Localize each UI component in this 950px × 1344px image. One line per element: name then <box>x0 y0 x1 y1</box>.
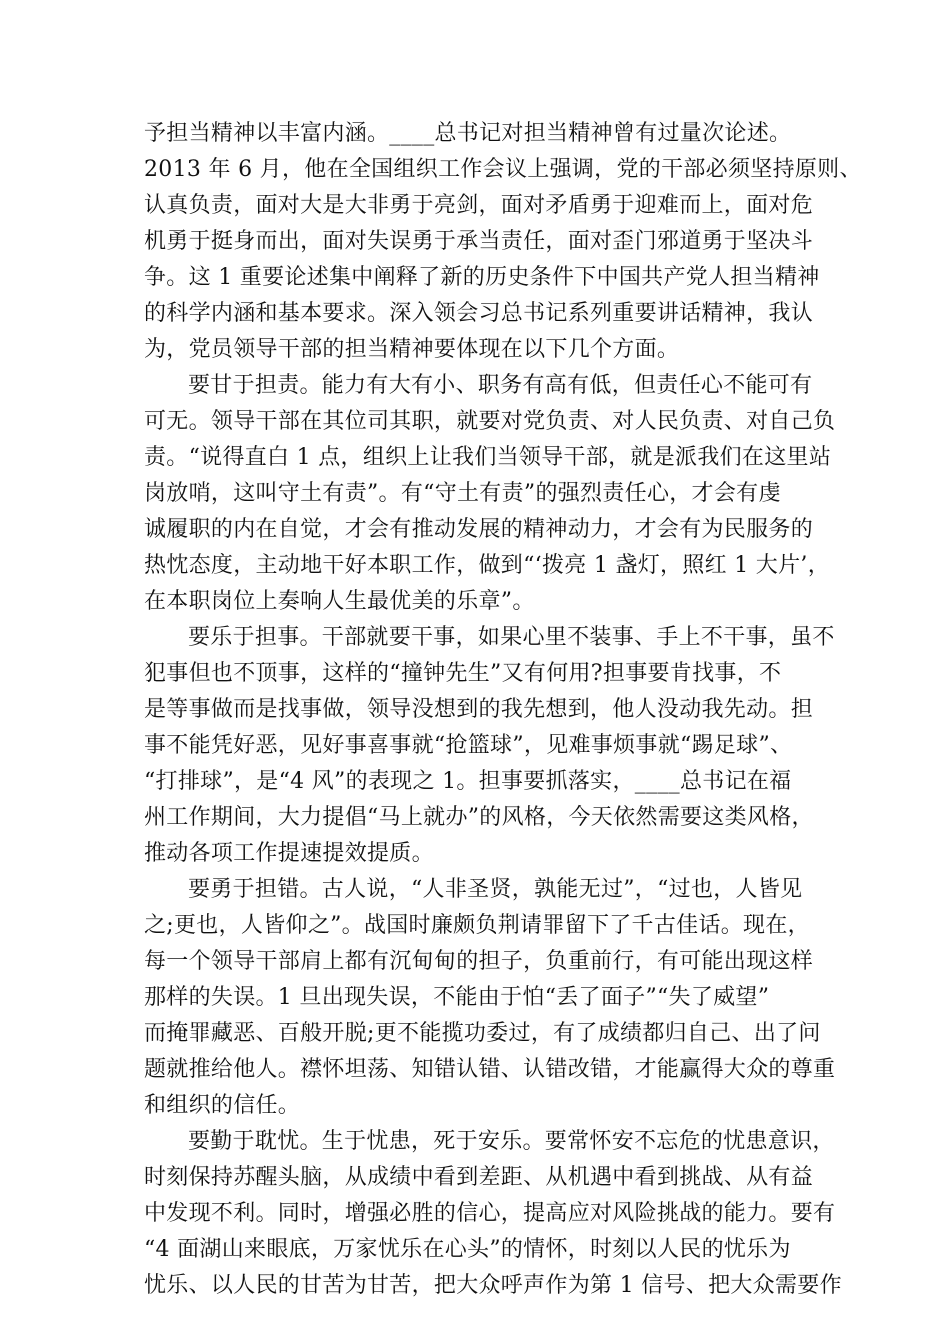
paragraph-first-line: 要勤于耽忧。生于忧患，死于安乐。要常怀安不忘危的忧患意识， <box>188 1129 835 1154</box>
text-line: 之;更也，人皆仰之”。战国时廉颇负荆请罪留下了千古佳话。现在， <box>144 913 810 938</box>
text-line: 责。“说得直白 1 点，组织上让我们当领导干部，就是派我们在这里站 <box>144 445 832 470</box>
text-line: 岗放哨，这叫守土有责”。有“守土有责”的强烈责任心，才会有虔 <box>144 481 781 506</box>
text-line: 那样的失误。1 旦出现失误，不能由于怕“丢了面子”“失了威望” <box>144 985 770 1010</box>
text-line: 是等事做而是找事做，领导没想到的我先想到，他人没动我先动。担 <box>144 697 814 722</box>
paragraph-first-line: 要勇于担错。古人说，“人非圣贤，孰能无过”，“过也，人皆见 <box>188 877 803 902</box>
text-line: 每一个领导干部肩上都有沉甸甸的担子，负重前行，有可能出现这样 <box>144 949 814 974</box>
text-line: 为，党员领导干部的担当精神要体现在以下几个方面。 <box>144 337 680 362</box>
text-line: 可无。领导干部在其位司其职，就要对党负责、对人民负责、对自己负 <box>144 409 836 434</box>
text-line: 犯事但也不顶事，这样的“撞钟先生”又有何用?担事要肯找事，不 <box>144 661 782 686</box>
text-line: 和组织的信任。 <box>144 1093 301 1118</box>
text-line: 忧乐、以人民的甘苦为甘苦，把大众呼声作为第 1 信号、把大众需要作 <box>144 1273 842 1298</box>
text-line: 争。这 1 重要论述集中阐释了新的历史条件下中国共产党人担当精神 <box>144 265 820 290</box>
text-line: 的科学内涵和基本要求。深入领会习总书记系列重要讲话精神，我认 <box>144 301 814 326</box>
text-line: 予担当精神以丰富内涵。____总书记对担当精神曾有过量次论述。 <box>144 121 792 146</box>
paragraph-first-line: 要乐于担事。干部就要干事，如果心里不装事、手上不干事，虽不 <box>188 625 835 650</box>
text-line: “打排球”，是“4 风”的表现之 1。担事要抓落实，____总书记在福 <box>144 769 792 794</box>
text-line: “4 面湖山来眼底，万家忧乐在心头”的情怀，时刻以人民的忧乐为 <box>144 1237 791 1262</box>
text-line: 机勇于挺身而出，面对失误勇于承当责任，面对歪门邪道勇于坚决斗 <box>144 229 814 254</box>
text-line: 事不能凭好恶，见好事喜事就“抢篮球”，见难事烦事就“踢足球”、 <box>144 733 793 758</box>
text-line: 诚履职的内在自觉，才会有推动发展的精神动力，才会有为民服务的 <box>144 517 814 542</box>
text-line: 而掩罪藏恶、百般开脱;更不能揽功委过，有了成绩都归自己、出了问 <box>144 1021 821 1046</box>
text-line: 认真负责，面对大是大非勇于亮剑，面对矛盾勇于迎难而上，面对危 <box>144 193 814 218</box>
paragraph-first-line: 要甘于担责。能力有大有小、职务有高有低，但责任心不能可有 <box>188 373 813 398</box>
text-line: 时刻保持苏醒头脑，从成绩中看到差距、从机遇中看到挑战、从有益 <box>144 1165 814 1190</box>
text-line: 推动各项工作提速提效提质。 <box>144 841 434 866</box>
text-line: 2013 年 6 月，他在全国组织工作会议上强调，党的干部必须坚持原则、 <box>144 157 862 182</box>
text-line: 州工作期间，大力提倡“马上就办”的风格，今天依然需要这类风格， <box>144 805 814 830</box>
text-line: 热忱态度，主动地干好本职工作，做到“‘拨亮 1 盏灯，照红 1 大片’， <box>144 553 831 578</box>
text-line: 在本职岗位上奏响人生最优美的乐章”。 <box>144 589 535 614</box>
text-line: 题就推给他人。襟怀坦荡、知错认错、认错改错，才能赢得大众的尊重 <box>144 1057 836 1082</box>
text-line: 中发现不利。同时，增强必胜的信心，提高应对风险挑战的能力。要有 <box>144 1201 836 1226</box>
